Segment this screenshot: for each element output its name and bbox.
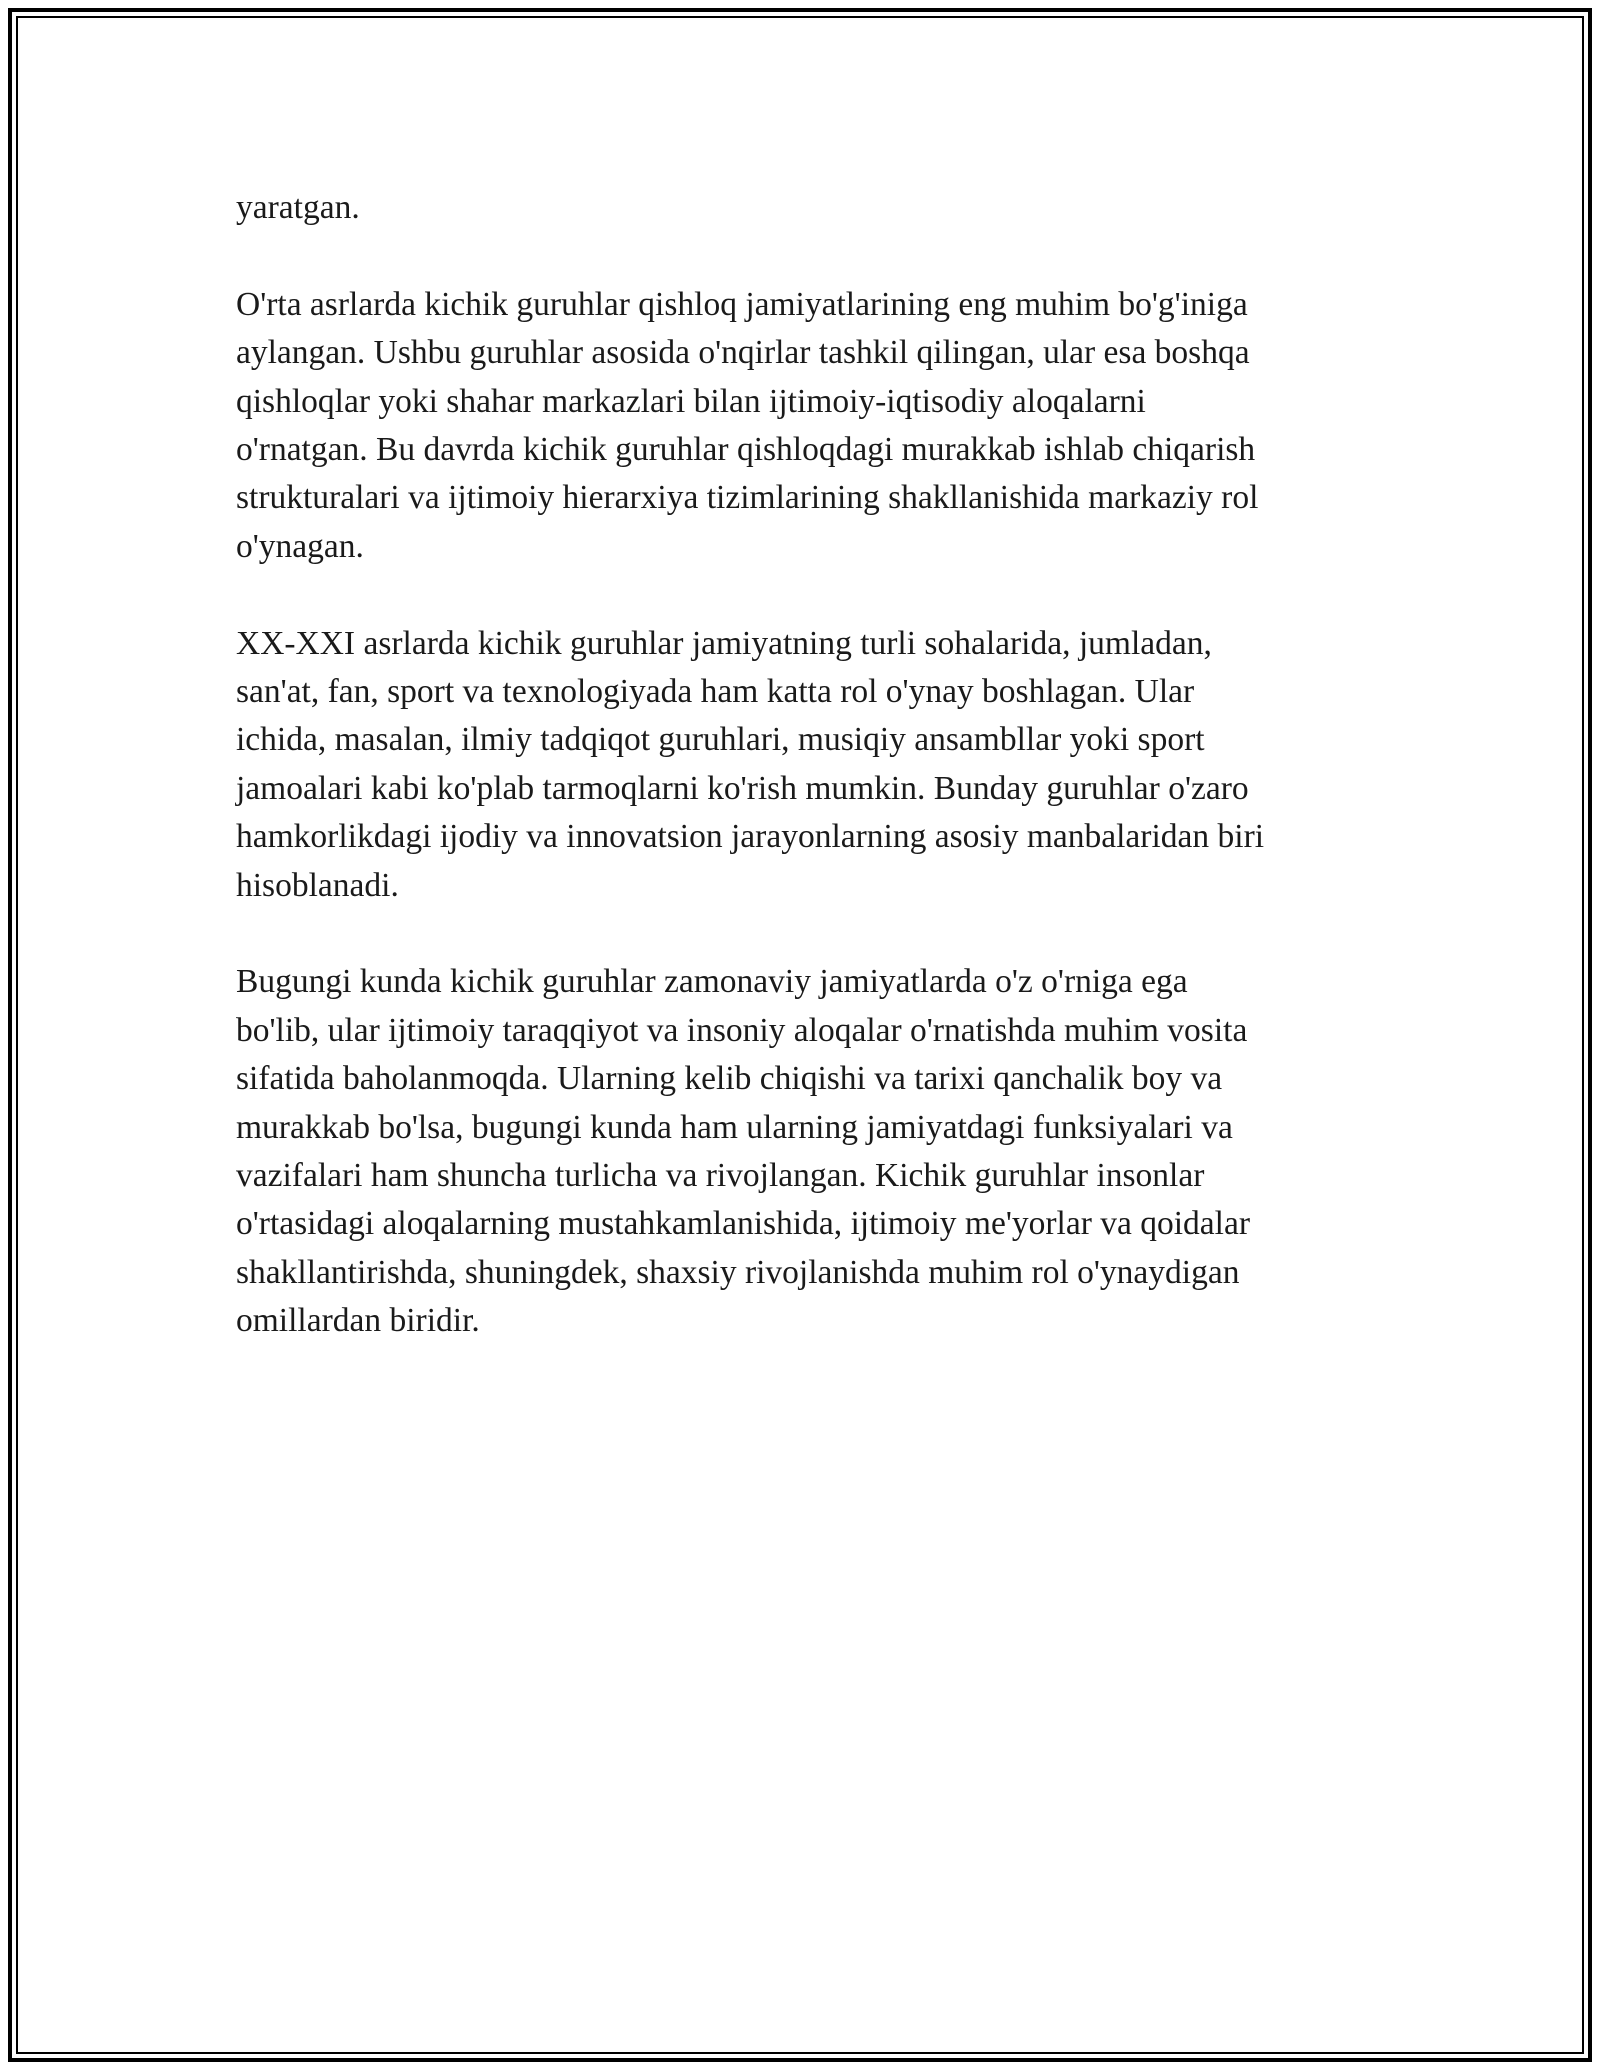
document-body [236, 184, 1366, 1394]
text-line: hisoblanadi. [236, 866, 399, 904]
text-line: yaratgan. [236, 189, 360, 226]
text-line: Bugungi kunda kichik guruhlar zamonaviy jamiyatlarda o'z o'rniga ega [236, 963, 1188, 1001]
text-line: shakllantirishda, shuningdek, shaxsiy rivojlanishda muhim rol o'ynaydigan [236, 1253, 1240, 1291]
text-line: qishloqlar yoki shahar markazlari bilan ijtimoiy-iqtisodiy aloqalarni [236, 382, 1146, 420]
text-line: o'ynagan. [236, 527, 364, 565]
text-line: san'at, fan, sport va texnologiyada ham katta rol o'ynay boshlagan. Ular [236, 673, 1195, 711]
text-line: ichida, masalan, ilmiy tadqiqot guruhlari, musiqiy ansambllar yoki sport [236, 721, 1205, 759]
text-line: strukturalari va ijtimoiy hierarxiya tizimlarining shakllanishida markaziy rol [236, 479, 1259, 517]
text-line: vazifalari ham shuncha turlicha va rivojlangan. Kichik guruhlar insonlar [236, 1157, 1205, 1195]
text-line: aylangan. Ushbu guruhlar asosida o'nqirlar tashkil qilingan, ular esa boshqa [236, 334, 1250, 372]
paragraph-4 [236, 958, 1366, 1345]
text-line: hamkorlikdagi ijodiy va innovatsion jarayonlarning asosiy manbalaridan biri [236, 818, 1265, 856]
text-line: o'rnatgan. Bu davrda kichik guruhlar qishloqdagi murakkab ishlab chiqarish [236, 431, 1256, 469]
text-line: jamoalari kabi ko'plab tarmoqlarni ko'rish mumkin. Bunday guruhlar o'zaro [236, 769, 1249, 807]
text-line: omillardan biridir. [236, 1302, 480, 1340]
paragraph-3 [236, 620, 1366, 910]
text-line: O'rta asrlarda kichik guruhlar qishloq jamiyatlarining eng muhim bo'g'iniga [236, 285, 1248, 323]
text-line: sifatida baholanmoqda. Ularning kelib chiqishi va tarixi qanchalik boy va [236, 1060, 1223, 1098]
text-line: XX-XXI asrlarda kichik guruhlar jamiyatning turli sohalarida, jumladan, [236, 624, 1212, 662]
paragraph-1 [236, 184, 1366, 232]
paragraph-2 [236, 281, 1366, 571]
text-line: o'rtasidagi aloqalarning mustahkamlanishida, ijtimoiy me'yorlar va qoidalar [236, 1205, 1251, 1243]
text-line: murakkab bo'lsa, bugungi kunda ham ularning jamiyatdagi funksiyalari va [236, 1108, 1233, 1146]
text-line: bo'lib, ular ijtimoiy taraqqiyot va insoniy aloqalar o'rnatishda muhim vosita [236, 1011, 1248, 1049]
